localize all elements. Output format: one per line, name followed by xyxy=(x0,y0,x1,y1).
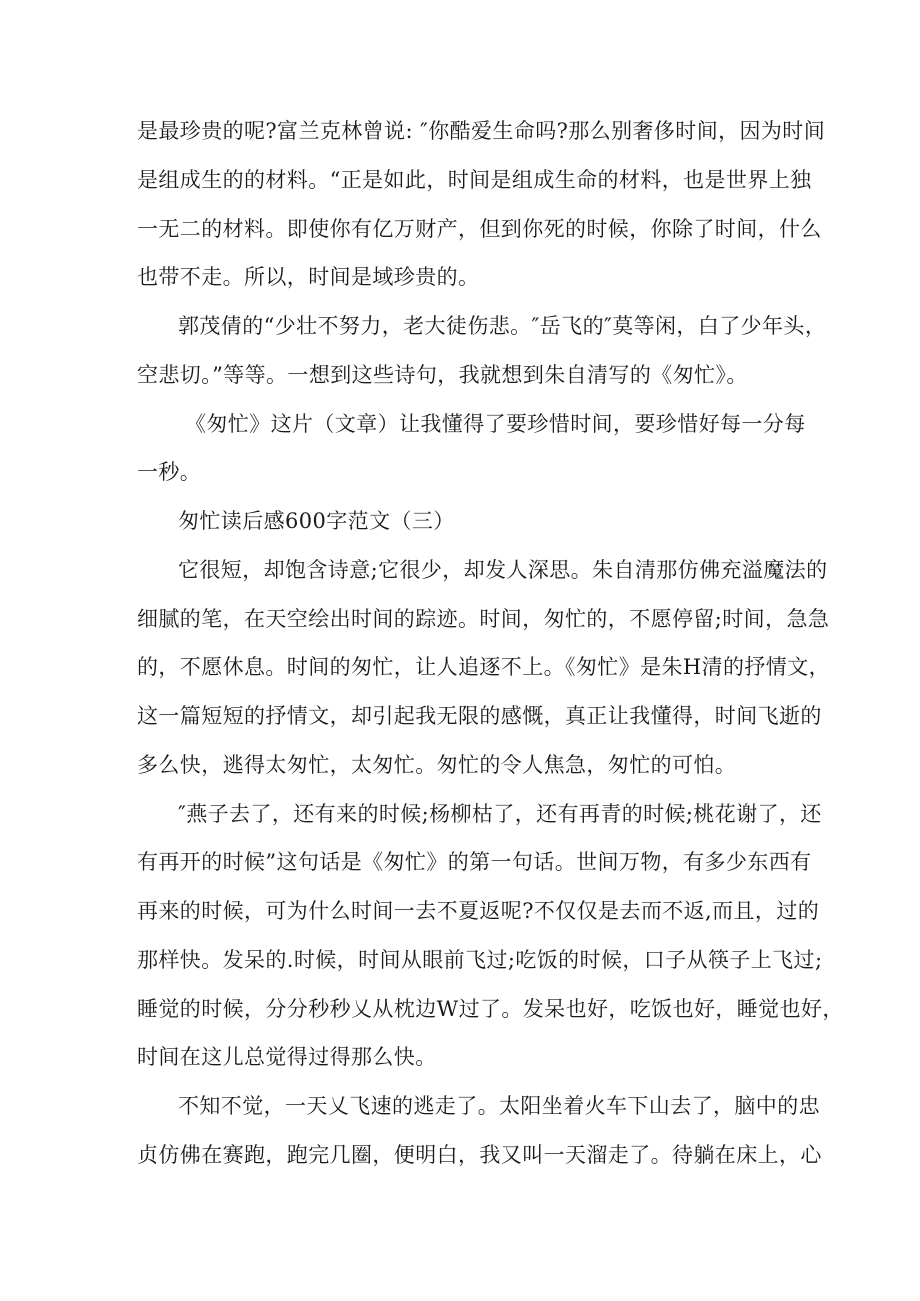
text-line: 这一篇短短的抒情文，却引起我无限的感慨，真正让我懂得，时间飞逝的 xyxy=(137,704,822,728)
text-line: ″燕子去了，还有来的时候;杨柳枯了，还有再青的时候;桃花谢了，还 xyxy=(178,802,822,826)
text-line: 多么快，逃得太匆忙，太匆忙。匆忙的令人焦急，匆忙的可怕。 xyxy=(137,753,737,777)
text-line: 郭茂倩的“少壮不努力，老大徒伤悲。″岳飞的″莫等闲，白了少年头， xyxy=(178,314,827,338)
text-line: 空悲切。”等等。一想到这些诗句，我就想到朱自清写的《匆忙》。 xyxy=(137,363,748,387)
text-line: 再来的时候，可为什么时间一去不夏返呢?不仅仅是去而不返,而且，过的 xyxy=(137,899,820,923)
text-line: 一无二的材料。即使你有亿万财产，但到你死的时候，你除了时间，什么 xyxy=(137,217,822,241)
text-line: 有再开的时候”这句话是《匆忙》的第一句话。世间万物，有多少东西有 xyxy=(137,850,812,874)
text-line: 的，不愿休息。时间的匆忙，让人追逐不上。《匆忙》是朱H清的抒情文， xyxy=(137,655,831,679)
text-line: 也带不走。所以，时间是域珍贵的。 xyxy=(137,265,480,289)
text-line: 睡觉的时候，分分秒秒乂从枕边W过了。发呆也好，吃饭也好，睡觉也好， xyxy=(137,997,844,1021)
text-line: 是最珍贵的呢?富兰克林曾说: ″你酷爱生命吗?那么别奢侈时间，因为时间 xyxy=(137,119,826,143)
text-line: 那样快。发呆的.时候，时间从眼前飞过;吃饭的时候，口子从筷子上飞过; xyxy=(137,948,823,972)
text-line: 贞仿佛在赛跑，跑完几圈，便明白，我又叫一天溜走了。待躺在床上，心 xyxy=(137,1143,822,1167)
text-line: 《匆忙》这片（文章）让我懂得了要珍惜时间，要珍惜好每一分每 xyxy=(185,412,806,436)
text-line: 一秒。 xyxy=(137,460,202,484)
text-line: 不知不觉，一天乂飞速的逃走了。太阳坐着火车下山去了，脑中的忠 xyxy=(178,1094,820,1118)
text-line: 时间在这儿总觉得过得那么快。 xyxy=(137,1045,437,1069)
text-line: 是组成生的的材料。“正是如此，时间是组成生命的材料，也是世界上独 xyxy=(137,168,812,192)
section-heading: 匆忙读后感600字范文（三） xyxy=(178,509,455,533)
text-line: 细腻的笔，在天空绘出时间的踪迹。时间，匆忙的，不愿停留;时间，急急 xyxy=(137,607,830,631)
text-line: 它很短，却饱含诗意;它很少，却发人深思。朱自清那仿佛充溢魔法的 xyxy=(178,558,828,582)
